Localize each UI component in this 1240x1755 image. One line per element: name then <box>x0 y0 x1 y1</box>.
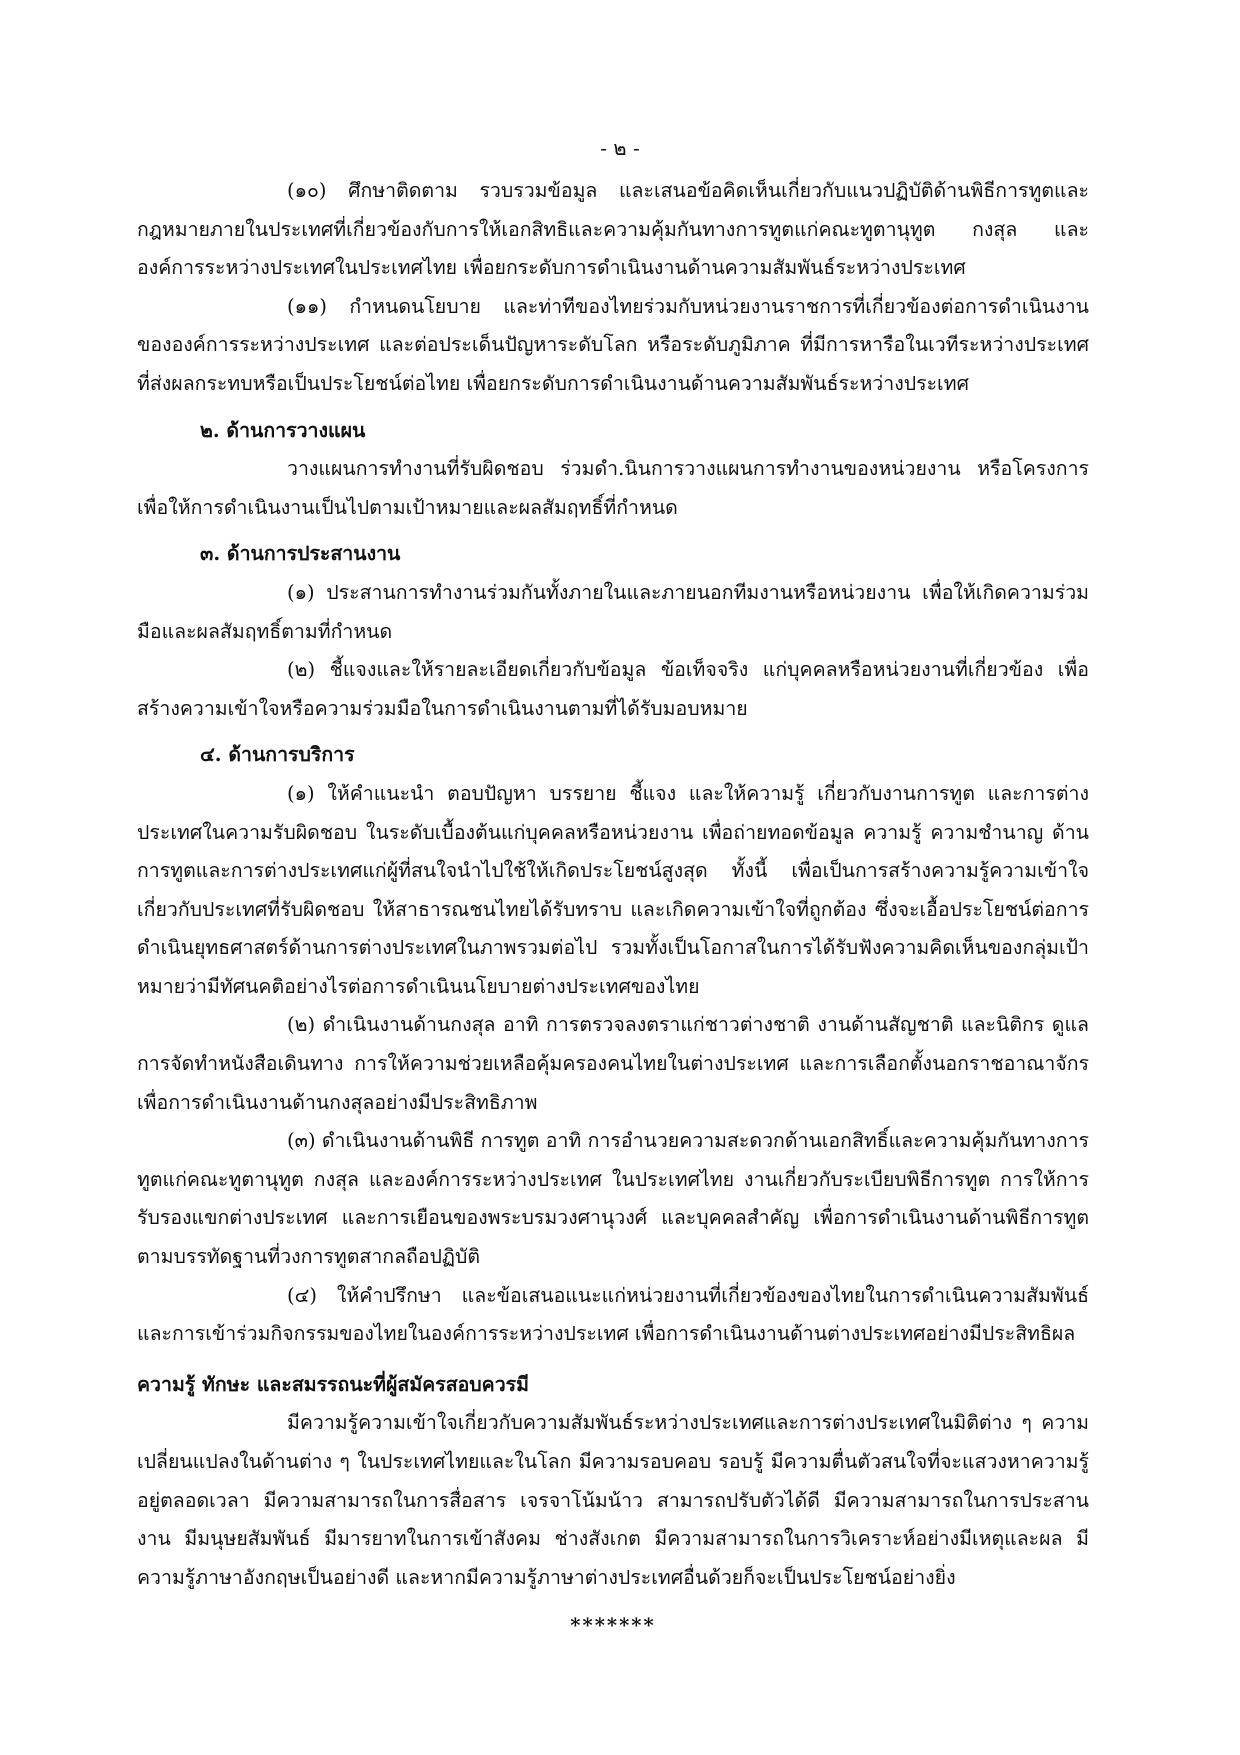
section-heading-service: ๔. ด้านการบริการ <box>200 743 355 767</box>
section-heading-coordination: ๓. ด้านการประสานงาน <box>200 542 401 566</box>
coordination-item-2: (๒) ชี้แจงและให้รายละเอียดเกี่ยวกับข้อมูล ข้อเท็จจริง แก่บุคคลหรือหน่วยงานที่เกี่ยวข้อง เพื่อสร้างความเข้าใจหรือความร่วมมือในการดำเนินงานตามที่ได้รับมอบหมาย <box>137 658 1089 720</box>
duty-item-10: (๑๐) ศึกษาติดตาม รวบรวมข้อมูล และเสนอข้อคิดเห็นเกี่ยวกับแนวปฏิบัติด้านพิธีการทูตและกฎหมายภายในประเทศที่เกี่ยวข้องกับการให้เอกสิทธิและความคุ้มกันทางการทูตแก่คณะทูตานุทูต กงสุล และองค์การระหว่างประเทศในประเทศไทย เพื่อยกระดับการดำเนินงานด้านความสัมพันธ์ระหว่างประเทศ <box>137 179 1089 280</box>
service-item-4: (๔) ให้คำปรึกษา และข้อเสนอแนะแก่หน่วยงานที่เกี่ยวข้องของไทยในการดำเนินความสัมพันธ์และการเข้าร่วมกิจกรรมของไทยในองค์การระหว่างประเทศ เพื่อการดำเนินงานด้านต่างประเทศอย่างมีประสิทธิผล <box>137 1283 1089 1346</box>
planning-paragraph: วางแผนการทำงานที่รับผิดชอบ ร่วมดำ.นินการวางแผนการทำงานของหน่วยงาน หรือโครงการ เพื่อให้การดำเนินงานเป็นไปตามเป้าหมายและผลสัมฤทธิ์ที่กำหนด <box>137 457 1089 519</box>
knowledge-skills-heading: ความรู้ ทักษะ และสมรรถนะที่ผู้สมัครสอบควรมี <box>137 1372 530 1396</box>
document-body <box>137 172 1089 1646</box>
service-item-2: (๒) ดำเนินงานด้านกงสุล อาทิ การตรวจลงตราแก่ชาวต่างชาติ งานด้านสัญชาติ และนิติกร ดูแลการจัดทำหนังสือเดินทาง การให้ความช่วยเหลือคุ้มครองคนไทยในต่างประเทศ และการเลือกตั้งนอกราชอาณาจักร เพื่อการดำเนินงานด้านกงสุลอย่างมีประสิทธิภาพ <box>137 1013 1089 1114</box>
end-of-document-mark: ******* <box>570 1614 656 1638</box>
service-item-3: (๓) ดำเนินงานด้านพิธี การทูต อาทิ การอำนวยความสะดวกด้านเอกสิทธิ์และความคุ้มกันทางการทูตแก่คณะทูตานุทูต กงสุล และองค์การระหว่างประเทศ ในประเทศไทย งานเกี่ยวกับระเบียบพิธีการทูต การให้การรับรองแขกต่างประเทศ และการเยือนของพระบรมวงศานุวงศ์ และบุคคลสำคัญ เพื่อการดำเนินงานด้านพิธีการทูตตามบรรทัดฐานที่วงการทูตสากลถือปฏิบัติ <box>137 1129 1089 1269</box>
page-number: - ๒ - <box>600 136 640 160</box>
knowledge-skills-paragraph: มีความรู้ความเข้าใจเกี่ยวกับความสัมพันธ์ระหว่างประเทศและการต่างประเทศในมิติต่าง ๆ ความเปลี่ยนแปลงในด้านต่าง ๆ ในประเทศไทยและในโลก มีความรอบคอบ รอบรู้ มีความตื่นตัวสนใจที่จะแสวงหาความรู้อยู่ตลอดเวลา มีความสามารถในการสื่อสาร เจรจาโน้มน้าว สามารถปรับตัวได้ดี มีความสามารถในการประสานงาน มีมนุษยสัมพันธ์ มีมารยาทในการเข้าสังคม ช่างสังเกต มีความสามารถในการวิเคราะห์อย่างมีเหตุและผล มีความรู้ภาษาอังกฤษเป็นอย่างดี และหากมีความรู้ภาษาต่างประเทศอื่นด้วยก็จะเป็นประโยชน์อย่างยิ่ง <box>137 1411 1089 1589</box>
duty-item-11: (๑๑) กำหนดนโยบาย และท่าทีของไทยร่วมกับหน่วยงานราชการที่เกี่ยวข้องต่อการดำเนินงานขององค์การระหว่างประเทศ และต่อประเด็นปัญหาระดับโลก หรือระดับภูมิภาค ที่มีการหารือในเวทีระหว่างประเทศที่ส่งผลกระทบหรือเป็นประโยชน์ต่อไทย เพื่อยกระดับการดำเนินงานด้านความสัมพันธ์ระหว่างประเทศ <box>137 294 1089 395</box>
service-item-1: (๑) ให้คำแนะนำ ตอบปัญหา บรรยาย ชี้แจง และให้ความรู้ เกี่ยวกับงานการทูต และการต่างประเทศในความรับผิดชอบ ในระดับเบื้องต้นแก่บุคคลหรือหน่วยงาน เพื่อถ่ายทอดข้อมูล ความรู้ ความชำนาญ ด้านการทูตและการต่างประเทศแก่ผู้ที่สนใจนำไปใช้ให้เกิดประโยชน์สูงสุด ทั้งนี้ เพื่อเป็นการสร้างความรู้ความเข้าใจเกี่ยวกับประเทศที่รับผิดชอบ ให้สาธารณชนไทยได้รับทราบ และเกิดความเข้าใจที่ถูกต้อง ซึ่งจะเอื้อประโยชน์ต่อการดำเนินยุทธศาสตร์ด้านการต่างประเทศในภาพรวมต่อไป รวมทั้งเป็นโอกาสในการได้รับฟังความคิดเห็นของกลุ่มเป้าหมายว่ามีทัศนคติอย่างไรต่อการดำเนินนโยบายต่างประเทศของไทย <box>137 781 1089 998</box>
coordination-item-1: (๑) ประสานการทำงานร่วมกันทั้งภายในและภายนอกทีมงานหรือหน่วยงาน เพื่อให้เกิดความร่วมมือและผลสัมฤทธิ์ตามที่กำหนด <box>137 580 1089 643</box>
section-heading-planning: ๒. ด้านการวางแผน <box>200 418 366 442</box>
